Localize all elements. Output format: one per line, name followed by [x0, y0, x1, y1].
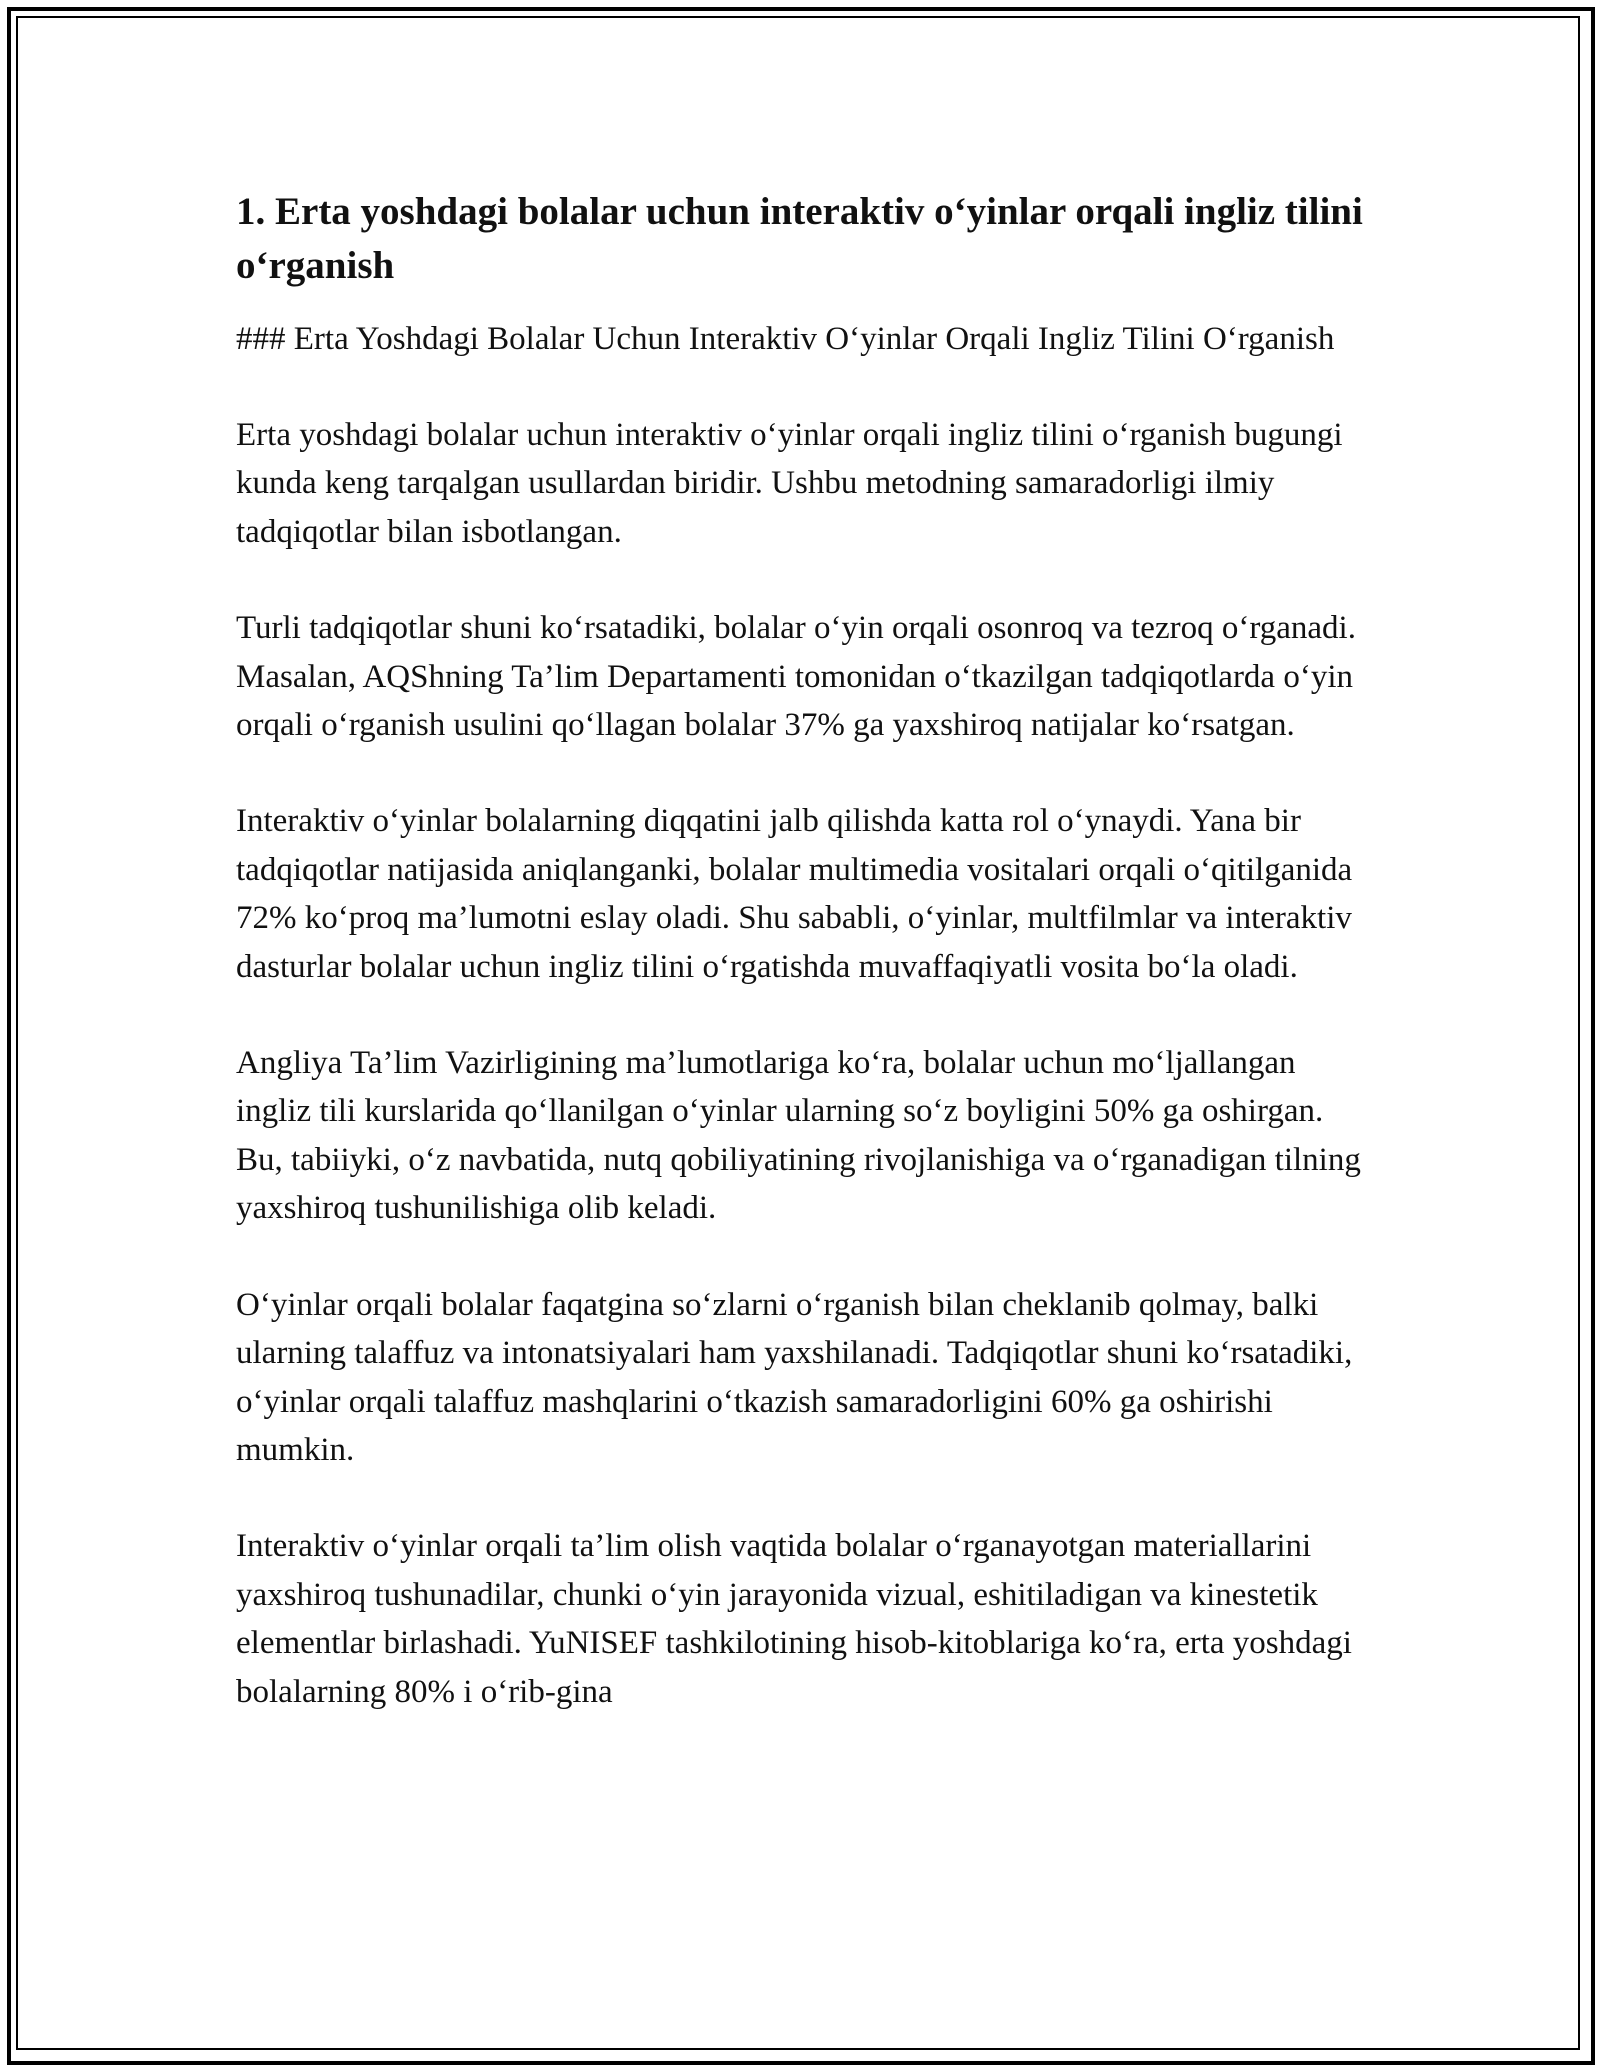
paragraph: Erta yoshdagi bolalar uchun interaktiv o‘yinlar orqali ingliz tilini o‘rganish bugungi kunda keng tarqalgan usullardan biridir. Ushbu metodning samaradorligi ilmiy tadqiqotlar bilan isbotlangan. — [236, 417, 1343, 550]
paragraph: Interaktiv o‘yinlar bolalarning diqqatini jalb qilishda katta rol o‘ynaydi. Yana bir tadqiqotlar natijasida aniqlanganki, bolalar multimedia vositalari orqali o‘qitilganida 72% ko‘proq ma’lumotni eslay oladi. Shu sababli, o‘yinlar, multfilmlar va interaktiv dasturlar bolalar uchun ingliz tilini o‘rgatishda muvaffaqiyatli vosita bo‘la oladi. — [236, 803, 1353, 985]
paragraph: O‘yinlar orqali bolalar faqatgina so‘zlarni o‘rganish bilan cheklanib qolmay, balki ularning talaffuz va intonatsiyalari ham yaxshilanadi. Tadqiqotlar shuni ko‘rsatadiki, o‘yinlar orqali talaffuz mashqlarini o‘tkazish samaradorligini 60% ga oshirishi mumkin. — [236, 1286, 1353, 1468]
paragraph: Interaktiv o‘yinlar orqali ta’lim olish vaqtida bolalar o‘rganayotgan materiallarini yaxshiroq tushunadilar, chunki o‘yin jarayonida vizual, eshitiladigan va kinestetik elementlar birlashadi. YuNISEF tashkilotining hisob-kitoblariga ko‘ra, erta yoshdagi bolalarning 80% i o‘rib-gina — [236, 1528, 1352, 1710]
paragraph: Turli tadqiqotlar shuni ko‘rsatadiki, bolalar o‘yin orqali osonroq va tezroq o‘rganadi. Masalan, AQShning Ta’lim Departamenti tomonidan o‘tkazilgan tadqiqotlarda o‘yin orqali o‘rganish usulini qo‘llagan bolalar 37% ga yaxshiroq natijalar ko‘rsatgan. — [236, 610, 1356, 744]
document-subheading: ### Erta Yoshdagi Bolalar Uchun Interaktiv O‘yinlar Orqali Ingliz Tilini O‘rganish — [236, 321, 1335, 357]
document-title: 1. Erta yoshdagi bolalar uchun interaktiv o‘yinlar orqali ingliz tilini o‘rganish — [236, 190, 1363, 287]
document-body — [236, 185, 1376, 1764]
paragraph: Angliya Ta’lim Vazirligining ma’lumotlariga ko‘ra, bolalar uchun mo‘ljallangan ingliz tili kurslarida qo‘llanilgan o‘yinlar ularning so‘z boyligini 50% ga oshirgan. Bu, tabiiyki, o‘z navbatida, nutq qobiliyatining rivojlanishiga va o‘rganadigan tilning yaxshiroq tushunilishiga olib keladi. — [236, 1045, 1361, 1227]
